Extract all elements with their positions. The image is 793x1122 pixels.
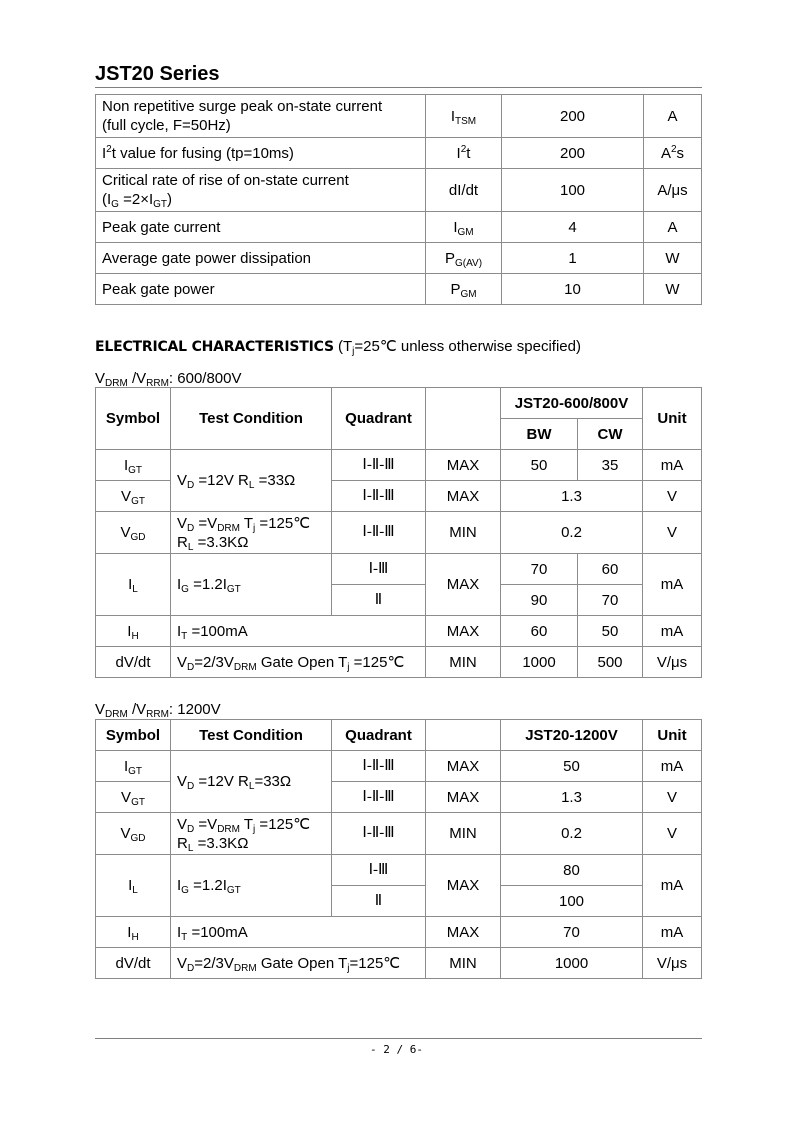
limit-cell: MAX <box>426 616 501 647</box>
unit-cell: mA <box>643 554 702 616</box>
unit-cell: A <box>644 212 702 243</box>
param-cell: Non repetitive surge peak on-state current (full cycle, F=50Hz) <box>96 95 426 138</box>
unit-cell: mA <box>643 616 702 647</box>
col-header-blank <box>426 388 501 450</box>
value-cell: 60 <box>578 554 643 585</box>
table-row <box>96 169 702 212</box>
symbol-cell: $I_L$ <box>96 855 171 917</box>
section-heading: ELECTRICAL CHARACTERISTICS ($T_j=25℃$ unless otherwise specified) <box>95 338 581 357</box>
ratings-table <box>95 94 702 305</box>
unit-cell: mA <box>643 450 702 481</box>
limit-cell: MAX <box>426 855 501 917</box>
symbol-cell: dI/dt <box>426 169 502 212</box>
value-cell: 70 <box>501 554 578 585</box>
header-rule <box>95 87 702 88</box>
symbol-cell: $V_{GD}$ <box>96 512 171 554</box>
col-header-quadrant: Quadrant <box>332 388 426 450</box>
param-cell: Average gate power dissipation <box>96 243 426 274</box>
symbol-cell: $I_{GM}$ <box>426 212 502 243</box>
table-row <box>96 948 702 979</box>
col-header-test-condition: Test Condition <box>171 388 332 450</box>
limit-cell: MIN <box>426 948 501 979</box>
value-cell: 70 <box>578 585 643 616</box>
col-header-group: JST20-600/800V <box>501 388 643 419</box>
table-row <box>96 212 702 243</box>
param-cell: $I^2t$ value for fusing (tp=10ms) <box>96 138 426 169</box>
value-cell: 200 <box>502 95 644 138</box>
col-header-unit: Unit <box>643 388 702 450</box>
value-cell: 1.3 <box>501 782 643 813</box>
value-cell: 100 <box>502 169 644 212</box>
limit-cell: MAX <box>426 917 501 948</box>
symbol-cell: $V_{GT}$ <box>96 782 171 813</box>
value-cell: 60 <box>501 616 578 647</box>
unit-cell: W <box>644 274 702 305</box>
limit-cell: MAX <box>426 782 501 813</box>
unit-cell: V/μs <box>643 948 702 979</box>
limit-cell: MAX <box>426 554 501 616</box>
condition-cell: $I_T =100mA$ <box>171 616 426 647</box>
value-cell: 50 <box>501 450 578 481</box>
value-cell: 1000 <box>501 647 578 678</box>
table-row <box>96 138 702 169</box>
characteristics-table-1200 <box>95 719 702 979</box>
condition-cell: $V_D =V_{DRM}$ $T_j$ =125℃ $R_L =3.3K\Omega$ <box>171 813 332 855</box>
limit-cell: MIN <box>426 512 501 554</box>
table-row <box>96 813 702 855</box>
unit-cell: A <box>644 95 702 138</box>
value-cell: 10 <box>502 274 644 305</box>
param-cell: Peak gate current <box>96 212 426 243</box>
quadrant-cell: Ⅱ <box>332 886 426 917</box>
value-cell: 70 <box>501 917 643 948</box>
unit-cell: $A^2s$ <box>644 138 702 169</box>
table-header-row <box>96 720 702 751</box>
value-cell: 200 <box>502 138 644 169</box>
symbol-cell: $V_{GD}$ <box>96 813 171 855</box>
unit-cell: V/μs <box>643 647 702 678</box>
condition-cell: $I_G =1.2I_{GT}$ <box>171 855 332 917</box>
symbol-cell: $I_{GT}$ <box>96 450 171 481</box>
symbol-cell: dV/dt <box>96 647 171 678</box>
unit-cell: mA <box>643 855 702 917</box>
limit-cell: MAX <box>426 450 501 481</box>
value-cell: 4 <box>502 212 644 243</box>
col-header-cw: CW <box>578 419 643 450</box>
limit-cell: MAX <box>426 751 501 782</box>
quadrant-cell: Ⅰ-Ⅲ <box>332 554 426 585</box>
quadrant-cell: Ⅰ-Ⅲ <box>332 855 426 886</box>
table-row <box>96 512 702 554</box>
unit-cell: W <box>644 243 702 274</box>
value-cell: 100 <box>501 886 643 917</box>
unit-cell: V <box>643 481 702 512</box>
symbol-cell: $I_H$ <box>96 917 171 948</box>
symbol-cell: $I_{GT}$ <box>96 751 171 782</box>
table-row <box>96 647 702 678</box>
value-cell: 1.3 <box>501 481 643 512</box>
value-cell: 500 <box>578 647 643 678</box>
page-number: - 2 / 6- <box>370 1043 423 1056</box>
condition-cell: $V_D=2/3V_{DRM}$ Gate Open $T_j=125℃$ <box>171 948 426 979</box>
table-row <box>96 751 702 782</box>
col-header-group: JST20-1200V <box>501 720 643 751</box>
voltage-class-label: $V_{DRM}$ $/V_{RRM}$: 600/800V <box>95 370 242 389</box>
document-title: JST20 Series <box>95 63 220 85</box>
col-header-bw: BW <box>501 419 578 450</box>
col-header-blank <box>426 720 501 751</box>
symbol-cell: $P_{GM}$ <box>426 274 502 305</box>
table-row <box>96 274 702 305</box>
table-row <box>96 243 702 274</box>
table-row <box>96 450 702 481</box>
quadrant-cell: Ⅰ-Ⅱ-Ⅲ <box>332 512 426 554</box>
condition-cell: $V_D =12V$ $R_L=33\Omega$ <box>171 751 332 813</box>
condition-cell: $V_D=2/3V_{DRM}$ Gate Open $T_j$ =125℃ <box>171 647 426 678</box>
limit-cell: MIN <box>426 813 501 855</box>
limit-cell: MAX <box>426 481 501 512</box>
table-row <box>96 554 702 585</box>
value-cell: 0.2 <box>501 813 643 855</box>
col-header-unit: Unit <box>643 720 702 751</box>
unit-cell: A/μs <box>644 169 702 212</box>
col-header-symbol: Symbol <box>96 720 171 751</box>
unit-cell: mA <box>643 751 702 782</box>
symbol-cell: $P_{G(AV)}$ <box>426 243 502 274</box>
symbol-cell: $I_{TSM}$ <box>426 95 502 138</box>
condition-cell: $I_G =1.2I_{GT}$ <box>171 554 332 616</box>
unit-cell: mA <box>643 917 702 948</box>
col-header-quadrant: Quadrant <box>332 720 426 751</box>
quadrant-cell: Ⅰ-Ⅱ-Ⅲ <box>332 481 426 512</box>
limit-cell: MIN <box>426 647 501 678</box>
symbol-cell: dV/dt <box>96 948 171 979</box>
condition-cell: $V_D =12V$ $R_L =33\Omega$ <box>171 450 332 512</box>
value-cell: 50 <box>501 751 643 782</box>
characteristics-table-600-800 <box>95 387 702 678</box>
condition-cell: $I_T =100mA$ <box>171 917 426 948</box>
table-row <box>96 95 702 138</box>
col-header-test-condition: Test Condition <box>171 720 332 751</box>
quadrant-cell: Ⅰ-Ⅱ-Ⅲ <box>332 782 426 813</box>
param-cell: Critical rate of rise of on-state current $(I_G =2\times I_{GT})$ <box>96 169 426 212</box>
condition-cell: $V_D =V_{DRM}$ $T_j$ =125℃ $R_L =3.3K\Omega$ <box>171 512 332 554</box>
quadrant-cell: Ⅰ-Ⅱ-Ⅲ <box>332 813 426 855</box>
symbol-cell: $I_H$ <box>96 616 171 647</box>
value-cell: 0.2 <box>501 512 643 554</box>
value-cell: 35 <box>578 450 643 481</box>
table-row <box>96 616 702 647</box>
unit-cell: V <box>643 512 702 554</box>
value-cell: 90 <box>501 585 578 616</box>
col-header-symbol: Symbol <box>96 388 171 450</box>
unit-cell: V <box>643 782 702 813</box>
unit-cell: V <box>643 813 702 855</box>
value-cell: 1000 <box>501 948 643 979</box>
param-cell: Peak gate power <box>96 274 426 305</box>
symbol-cell: $I_L$ <box>96 554 171 616</box>
table-row <box>96 917 702 948</box>
value-cell: 50 <box>578 616 643 647</box>
quadrant-cell: Ⅰ-Ⅱ-Ⅲ <box>332 450 426 481</box>
table-header-row <box>96 388 702 419</box>
symbol-cell: $V_{GT}$ <box>96 481 171 512</box>
value-cell: 1 <box>502 243 644 274</box>
symbol-cell: $I^2t$ <box>426 138 502 169</box>
value-cell: 80 <box>501 855 643 886</box>
footer-rule <box>95 1038 702 1039</box>
voltage-class-label: $V_{DRM}$ $/V_{RRM}$: 1200V <box>95 701 221 720</box>
quadrant-cell: Ⅱ <box>332 585 426 616</box>
quadrant-cell: Ⅰ-Ⅱ-Ⅲ <box>332 751 426 782</box>
table-row <box>96 855 702 886</box>
